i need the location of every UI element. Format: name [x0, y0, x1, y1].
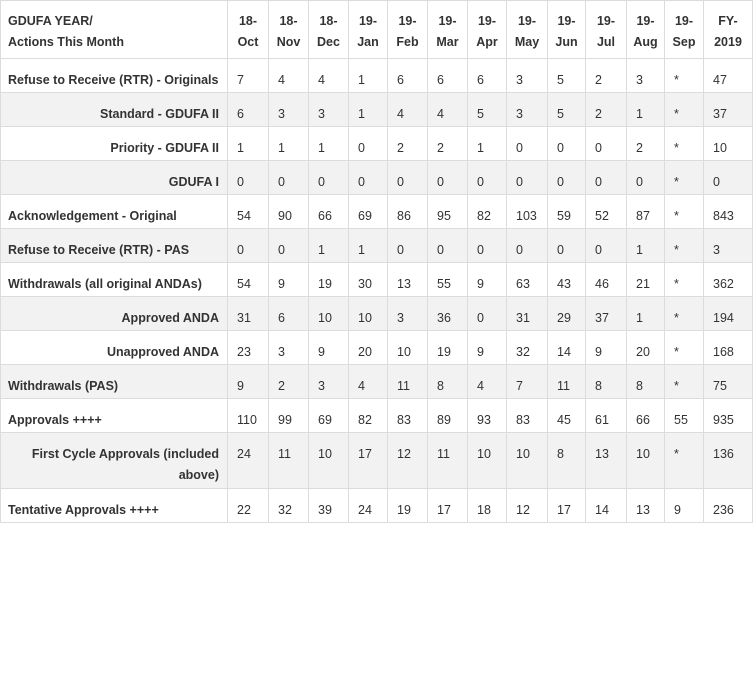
table-cell: 3: [704, 229, 753, 263]
row-label: Approvals ++++: [1, 399, 228, 433]
table-cell: 3: [627, 59, 665, 93]
table-cell: 95: [428, 195, 468, 229]
table-cell: 0: [349, 161, 388, 195]
table-cell: 0: [586, 127, 627, 161]
table-cell: 89: [428, 399, 468, 433]
month-header: [507, 1, 548, 59]
corner-label-line1: GDUFA YEAR/: [8, 14, 93, 28]
table-cell: 3: [269, 331, 309, 365]
table-cell: 9: [309, 331, 349, 365]
table-cell: 45: [548, 399, 586, 433]
table-cell: 0: [548, 127, 586, 161]
table-cell: 17: [548, 489, 586, 523]
table-cell: 9: [665, 489, 704, 523]
table-row: [1, 489, 753, 523]
table-cell: 0: [468, 161, 507, 195]
row-label: Unapproved ANDA: [1, 331, 228, 365]
table-cell: 30: [349, 263, 388, 297]
table-corner-label: [1, 1, 228, 59]
table-cell: 66: [309, 195, 349, 229]
table-cell: 3: [269, 93, 309, 127]
table-row: [1, 365, 753, 399]
month-header-month: 2019: [714, 35, 742, 49]
table-cell: *: [665, 331, 704, 365]
month-header-year: 19-: [636, 14, 655, 28]
table-cell: 1: [468, 127, 507, 161]
table-row: [1, 161, 753, 195]
month-header-year: 18-: [238, 14, 258, 28]
table-cell: 10: [309, 297, 349, 331]
table-cell: 83: [507, 399, 548, 433]
table-cell: 20: [627, 331, 665, 365]
table-cell: 0: [468, 297, 507, 331]
table-cell: 1: [309, 229, 349, 263]
table-cell: 0: [388, 229, 428, 263]
table-cell: 12: [388, 433, 428, 489]
table-cell: 2: [388, 127, 428, 161]
table-cell: 32: [507, 331, 548, 365]
table-cell: 2: [428, 127, 468, 161]
table-cell: 0: [228, 229, 269, 263]
table-cell: 69: [349, 195, 388, 229]
table-cell: 0: [228, 161, 269, 195]
table-cell: 168: [704, 331, 753, 365]
table-cell: 0: [586, 161, 627, 195]
row-label: GDUFA I: [1, 161, 228, 195]
table-cell: 5: [548, 93, 586, 127]
table-cell: 0: [428, 229, 468, 263]
month-header-year: 19-: [557, 14, 576, 28]
table-cell: *: [665, 297, 704, 331]
month-header-year: 19-: [596, 14, 616, 28]
month-header: [586, 1, 627, 59]
table-row: [1, 399, 753, 433]
table-cell: 2: [586, 59, 627, 93]
table-cell: 10: [627, 433, 665, 489]
month-header-month: Jan: [357, 35, 379, 49]
table-row: [1, 59, 753, 93]
month-header-year: FY-: [718, 14, 738, 28]
table-cell: 3: [507, 93, 548, 127]
table-cell: 5: [468, 93, 507, 127]
table-cell: 86: [388, 195, 428, 229]
month-header-month: May: [514, 35, 540, 49]
table-cell: 29: [548, 297, 586, 331]
table-cell: 39: [309, 489, 349, 523]
table-cell: 22: [228, 489, 269, 523]
table-cell: 47: [704, 59, 753, 93]
table-cell: 4: [349, 365, 388, 399]
table-cell: 11: [548, 365, 586, 399]
table-cell: 0: [548, 161, 586, 195]
table-cell: 4: [309, 59, 349, 93]
table-cell: *: [665, 365, 704, 399]
table-cell: 10: [388, 331, 428, 365]
table-cell: 1: [269, 127, 309, 161]
table-cell: 4: [468, 365, 507, 399]
month-header-month: Mar: [436, 35, 459, 49]
table-cell: 14: [548, 331, 586, 365]
table-cell: 3: [309, 93, 349, 127]
month-header-year: 19-: [674, 14, 694, 28]
table-cell: 37: [704, 93, 753, 127]
table-cell: 1: [627, 93, 665, 127]
month-header-year: 19-: [398, 14, 417, 28]
month-header-year: 19-: [358, 14, 378, 28]
table-cell: 21: [627, 263, 665, 297]
table-row: [1, 331, 753, 365]
month-header: [665, 1, 704, 59]
row-label: Refuse to Receive (RTR) - PAS: [1, 229, 228, 263]
table-cell: *: [665, 59, 704, 93]
table-cell: 843: [704, 195, 753, 229]
month-header: [468, 1, 507, 59]
month-header: [228, 1, 269, 59]
month-header-month: Aug: [633, 35, 658, 49]
table-cell: 10: [349, 297, 388, 331]
table-cell: 0: [586, 229, 627, 263]
month-header: [548, 1, 586, 59]
table-cell: 37: [586, 297, 627, 331]
month-header: [428, 1, 468, 59]
table-cell: 7: [228, 59, 269, 93]
table-cell: 13: [586, 433, 627, 489]
table-cell: 11: [388, 365, 428, 399]
table-cell: 19: [428, 331, 468, 365]
table-row: [1, 433, 753, 489]
table-cell: 13: [388, 263, 428, 297]
table-cell: 1: [627, 297, 665, 331]
table-cell: 6: [428, 59, 468, 93]
table-row: [1, 195, 753, 229]
table-cell: 83: [388, 399, 428, 433]
table-cell: 0: [428, 161, 468, 195]
table-cell: 9: [468, 331, 507, 365]
table-cell: 6: [228, 93, 269, 127]
table-cell: 59: [548, 195, 586, 229]
table-cell: *: [665, 127, 704, 161]
table-row: [1, 229, 753, 263]
table-cell: 9: [228, 365, 269, 399]
table-cell: 31: [228, 297, 269, 331]
table-row: [1, 93, 753, 127]
table-cell: 20: [349, 331, 388, 365]
table-cell: 18: [468, 489, 507, 523]
table-cell: 9: [586, 331, 627, 365]
table-cell: 3: [507, 59, 548, 93]
month-header-month: Apr: [476, 35, 498, 49]
month-header-year: 18-: [319, 14, 338, 28]
month-header-year: 19-: [517, 14, 537, 28]
table-cell: 0: [269, 161, 309, 195]
month-header: [388, 1, 428, 59]
table-cell: 1: [627, 229, 665, 263]
table-cell: 1: [228, 127, 269, 161]
month-header: [349, 1, 388, 59]
table-cell: 99: [269, 399, 309, 433]
table-cell: *: [665, 93, 704, 127]
table-cell: 31: [507, 297, 548, 331]
table-cell: 2: [269, 365, 309, 399]
table-cell: 87: [627, 195, 665, 229]
row-label: Tentative Approvals ++++: [1, 489, 228, 523]
month-header-month: Jun: [555, 35, 578, 49]
table-cell: 19: [388, 489, 428, 523]
table-cell: 63: [507, 263, 548, 297]
table-cell: 23: [228, 331, 269, 365]
table-cell: 3: [388, 297, 428, 331]
row-label: Priority - GDUFA II: [1, 127, 228, 161]
table-cell: *: [665, 195, 704, 229]
table-cell: 61: [586, 399, 627, 433]
table-cell: 17: [428, 489, 468, 523]
month-header-year: 18-: [279, 14, 298, 28]
table-cell: 4: [388, 93, 428, 127]
month-header: [627, 1, 665, 59]
table-cell: 6: [468, 59, 507, 93]
table-cell: 6: [388, 59, 428, 93]
table-cell: 9: [468, 263, 507, 297]
row-label: Withdrawals (all original ANDAs): [1, 263, 228, 297]
table-cell: 1: [349, 229, 388, 263]
table-cell: 55: [665, 399, 704, 433]
table-cell: 12: [507, 489, 548, 523]
table-cell: 8: [627, 365, 665, 399]
table-cell: 0: [309, 161, 349, 195]
month-header: [309, 1, 349, 59]
table-cell: 6: [269, 297, 309, 331]
table-cell: 36: [428, 297, 468, 331]
row-label: Standard - GDUFA II: [1, 93, 228, 127]
table-cell: 2: [586, 93, 627, 127]
table-cell: 1: [349, 59, 388, 93]
month-header-year: 19-: [477, 14, 497, 28]
table-cell: 13: [627, 489, 665, 523]
corner-label-line2: Actions This Month: [8, 35, 124, 49]
table-cell: 1: [309, 127, 349, 161]
row-label: Approved ANDA: [1, 297, 228, 331]
table-cell: 103: [507, 195, 548, 229]
table-cell: 4: [269, 59, 309, 93]
table-cell: 8: [586, 365, 627, 399]
table-cell: 24: [349, 489, 388, 523]
table-cell: 54: [228, 263, 269, 297]
table-cell: 32: [269, 489, 309, 523]
month-header: [704, 1, 753, 59]
table-cell: 52: [586, 195, 627, 229]
month-header-year: 19-: [438, 14, 457, 28]
month-header-month: Feb: [396, 35, 419, 49]
table-cell: 55: [428, 263, 468, 297]
table-cell: 3: [309, 365, 349, 399]
month-header-month: Dec: [317, 35, 340, 49]
table-cell: 110: [228, 399, 269, 433]
table-cell: 90: [269, 195, 309, 229]
table-cell: 935: [704, 399, 753, 433]
table-cell: *: [665, 229, 704, 263]
table-cell: 136: [704, 433, 753, 489]
row-label: First Cycle Approvals (included above): [1, 433, 228, 489]
month-header-month: Nov: [276, 35, 301, 49]
table-cell: 10: [468, 433, 507, 489]
table-cell: 8: [428, 365, 468, 399]
table-cell: 11: [269, 433, 309, 489]
table-cell: 17: [349, 433, 388, 489]
table-cell: 5: [548, 59, 586, 93]
table-cell: 9: [269, 263, 309, 297]
header-row: [1, 1, 753, 59]
row-label: Acknowledgement - Original: [1, 195, 228, 229]
table-cell: 362: [704, 263, 753, 297]
table-cell: 0: [269, 229, 309, 263]
table-cell: 0: [548, 229, 586, 263]
table-cell: 82: [468, 195, 507, 229]
table-cell: 2: [627, 127, 665, 161]
row-label: Withdrawals (PAS): [1, 365, 228, 399]
table-cell: 66: [627, 399, 665, 433]
table-cell: 54: [228, 195, 269, 229]
table-cell: 0: [507, 161, 548, 195]
table-cell: 19: [309, 263, 349, 297]
table-cell: *: [665, 161, 704, 195]
table-cell: 82: [349, 399, 388, 433]
table-cell: 93: [468, 399, 507, 433]
table-cell: 14: [586, 489, 627, 523]
table-row: [1, 127, 753, 161]
table-cell: 0: [388, 161, 428, 195]
month-header-month: Sep: [672, 35, 696, 49]
row-label: Refuse to Receive (RTR) - Originals: [1, 59, 228, 93]
table-cell: 46: [586, 263, 627, 297]
table-cell: 0: [507, 229, 548, 263]
table-cell: 0: [507, 127, 548, 161]
table-cell: 7: [507, 365, 548, 399]
table-body: [1, 59, 753, 523]
table-cell: 1: [349, 93, 388, 127]
table-cell: 43: [548, 263, 586, 297]
month-header-month: Jul: [596, 35, 616, 49]
table-cell: 69: [309, 399, 349, 433]
table-cell: 236: [704, 489, 753, 523]
month-header-month: Oct: [237, 35, 259, 49]
table-cell: 194: [704, 297, 753, 331]
table-cell: 4: [428, 93, 468, 127]
table-cell: 0: [349, 127, 388, 161]
table-cell: 0: [704, 161, 753, 195]
table-cell: *: [665, 263, 704, 297]
month-header: [269, 1, 309, 59]
table-cell: 75: [704, 365, 753, 399]
table-cell: 0: [468, 229, 507, 263]
table-row: [1, 297, 753, 331]
table-cell: 24: [228, 433, 269, 489]
table-cell: 11: [428, 433, 468, 489]
table-cell: 10: [309, 433, 349, 489]
table-cell: 10: [507, 433, 548, 489]
table-cell: *: [665, 433, 704, 489]
table-cell: 0: [627, 161, 665, 195]
table-row: [1, 263, 753, 297]
table-cell: 10: [704, 127, 753, 161]
table-cell: 8: [548, 433, 586, 489]
